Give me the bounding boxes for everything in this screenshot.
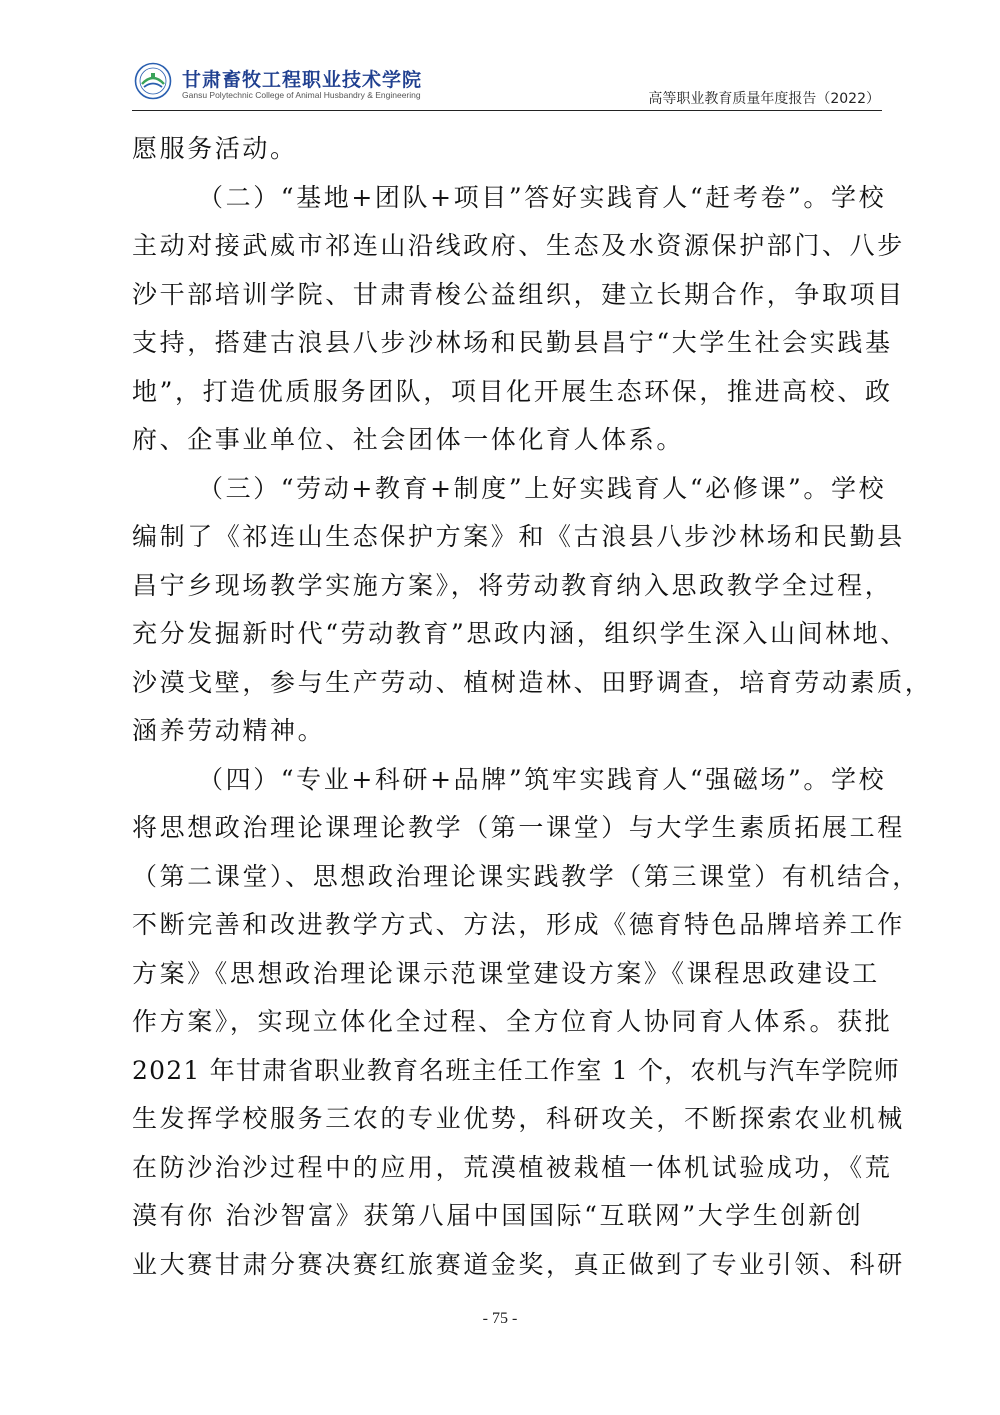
text-line: 2021 年甘肃省职业教育名班主任工作室 1 个，农机与汽车学院师 xyxy=(132,1055,900,1085)
page-header xyxy=(132,58,882,110)
text-line: 不断完善和改进教学方式、方法，形成《德育特色品牌培养工作 xyxy=(132,910,905,939)
text-line: 愿服务活动。 xyxy=(132,134,298,163)
report-title: 高等职业教育质量年度报告（2022） xyxy=(648,91,880,107)
school-name-cn: 甘肃畜牧工程职业技术学院 xyxy=(182,69,423,91)
text-line: （四）“专业+科研+品牌”筑牢实践育人“强磁场”。学校 xyxy=(198,764,887,794)
text-line: 府、企事业单位、社会团体一体化育人体系。 xyxy=(132,425,685,454)
text-line: （二）“基地+团队+项目”答好实践育人“赶考卷”。学校 xyxy=(198,182,887,212)
text-line: 业大赛甘肃分赛决赛红旅赛道金奖，真正做到了专业引领、科研 xyxy=(132,1249,905,1279)
text-line: （三）“劳动+教育+制度”上好实践育人“必修课”。学校 xyxy=(198,473,887,503)
text-line: 方案》《思想政治理论课示范课堂建设方案》《课程思政建设工 xyxy=(132,958,880,988)
body-text xyxy=(132,125,933,1289)
text-line: （第二课堂）、思想政治理论课实践教学（第三课堂）有机结合， xyxy=(132,861,920,891)
text-line: 编制了《祁连山生态保护方案》和《古浪县八步沙林场和民勤县 xyxy=(132,522,905,551)
text-line: 沙漠戈壁，参与生产劳动、植树造林、田野调查，培育劳动素质， xyxy=(132,667,933,697)
text-line: 充分发掘新时代“劳动教育”思政内涵，组织学生深入山间林地、 xyxy=(132,619,908,648)
text-line: 支持，搭建古浪县八步沙林场和民勤县昌宁“大学生社会实践基 xyxy=(132,328,893,357)
text-line: 主动对接武威市祁连山沿线政府、生态及水资源保护部门、八步 xyxy=(132,231,905,260)
text-line: 作方案》，实现立体化全过程、全方位育人协同育人体系。获批 xyxy=(132,1007,893,1036)
text-line: 在防沙治沙过程中的应用，荒漠植被栽植一体机试验成功，《荒 xyxy=(132,1152,893,1182)
text-line: 漠有你 治沙智富》获第八届中国国际“互联网”大学生创新创 xyxy=(132,1201,864,1230)
page-number: - 75 - xyxy=(482,1310,518,1327)
text-line: 生发挥学校服务三农的专业优势，科研攻关，不断探索农业机械 xyxy=(132,1104,905,1133)
text-line: 涵养劳动精神。 xyxy=(132,716,326,745)
text-line: 地”，打造优质服务团队，项目化开展生态环保，推进高校、政 xyxy=(132,376,893,406)
header-divider xyxy=(132,110,882,111)
school-logo-icon xyxy=(134,62,172,100)
school-name-en: Gansu Polytechnic College of Animal Husbandry & Engineering xyxy=(182,90,421,100)
text-line: 将思想政治理论课理论教学（第一课堂）与大学生素质拓展工程 xyxy=(132,813,905,842)
text-line: 昌宁乡现场教学实施方案》，将劳动教育纳入思政教学全过程， xyxy=(132,570,893,600)
text-line: 沙干部培训学院、甘肃青梭公益组织，建立长期合作，争取项目 xyxy=(132,279,905,309)
